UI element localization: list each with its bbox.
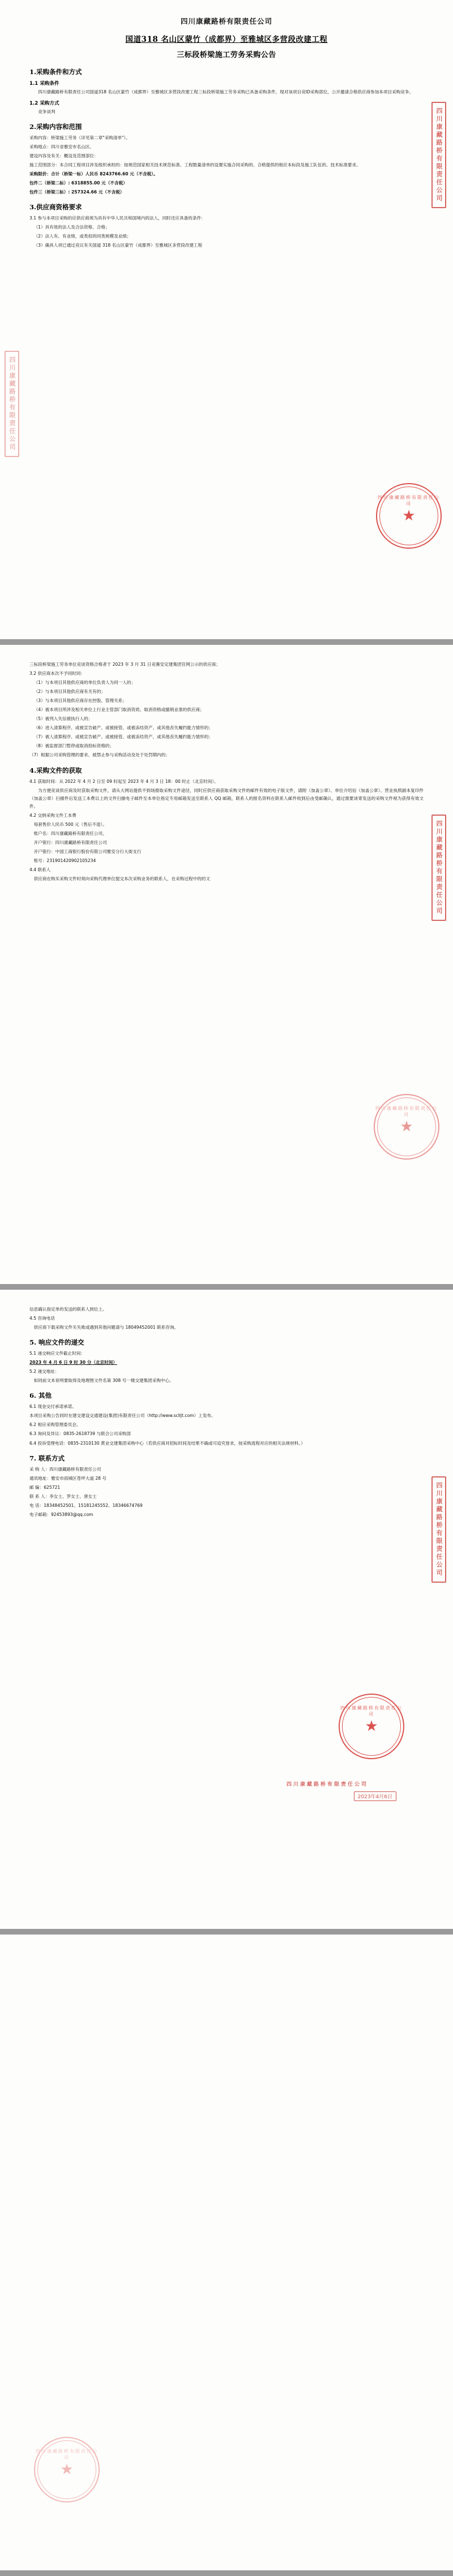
company-name: 四川康藏路桥有限责任公司 [180, 17, 272, 25]
section-heading-1: 1.采购条件和方式 [29, 67, 82, 76]
para-4b-1: 信息确认指定单的发送的联系人到位上。 [29, 1307, 107, 1312]
contact-value-2: 625721 [44, 1484, 61, 1490]
para-3-tail-8: （7）被人清算程序、或被宣告破产、或被接管、或被冻结资产、或其他丧失履约能力情形的； [33, 734, 213, 740]
para-4b-2: 4.5 咨询电话 [29, 1316, 55, 1321]
contact-row-5 [29, 1511, 424, 1519]
para-4-4: 每套售价人民币 500 元（售后不退）。 [33, 821, 108, 827]
contact-row-1 [29, 1475, 424, 1483]
contact-row-0 [29, 1466, 424, 1474]
date-stamp: 2023年4月6日 [354, 1791, 396, 1801]
para-3-tail-7: （6）进入清算程序、或被宣告破产、或被接管、或被冻结资产、或其他丧失履约能力情形的； [33, 725, 213, 731]
para-5-3: 5.2 递交地址： [29, 1369, 59, 1375]
para-6-4: 6.3 询问及异议：0835-2618739 与联合公司采购部 [29, 1431, 131, 1437]
para-6-5: 6.4 投诉受理电话：0835-2310130 黄业交建集团采购中心（若供应商对招标时间及结果不确或可追究登求，按采购流程对应的相关法规材料。） [29, 1440, 305, 1446]
para-4-3: 4.2 交纳采购文件工本费 [29, 812, 76, 818]
para-3-1: 3.1 参与本项目采购的应供应商须为具有中华人民共和国境内的法人，同时还应具备的条件： [29, 216, 206, 221]
para-1-2-1: 竞争谈判 [38, 109, 55, 114]
contact-value-4: 18348452501、15181245552、18346674769 [44, 1502, 143, 1508]
contact-row-2 [29, 1484, 424, 1492]
side-stamp-left: 四川康藏路桥有限责任公司 [5, 351, 19, 457]
section-heading-5: 5. 响应文件的递交 [29, 1338, 84, 1347]
contact-label-3: 联 系 人： [29, 1493, 50, 1499]
side-stamp-right-p3: 四川康藏路桥有限责任公司 [431, 1476, 446, 1583]
section-heading-2: 2.采购内容和范围 [29, 122, 82, 131]
para-2-5-price: 采购限价：合计（桥梁一标）人民币 8243766.60 元（不含税）。 [29, 171, 158, 176]
para-3-tail-10: （7）根据公司采购管理的要求、被禁止参与采购活动及处于处罚期内的； [29, 752, 170, 758]
para-2-3: 建设内容及有关：概设及范围部位： [29, 153, 99, 158]
page-1 [0, 0, 453, 639]
para-3-tail-1: 3.2 供应商本次不予同时同： [29, 671, 86, 677]
subsection-heading-1-1: 1.1 采购条件 [29, 80, 59, 87]
company-round-seal-p2: 四川康藏路桥有限责任公司 ★ [374, 1094, 439, 1160]
para-2-7-lot3: 包件三（桥梁三标）: 257324.66 元（不含税） [29, 189, 125, 195]
para-3-2: （1）具有效的法人及合法资格、合格； [33, 225, 110, 230]
seal-text: 四川康藏路桥有限责任公司 [378, 494, 440, 506]
para-6-3: 6.2 相应采购管理委员会。 [29, 1422, 81, 1428]
contact-value-0: 四川康藏路桥有限责任公司 [49, 1466, 101, 1472]
para-4-5: 账户名：四川康藏路桥有限责任公司。 [33, 830, 107, 836]
para-4-1: 4.1 获取时间：从 2022 年 4 月 2 日至 09 时起至 2023 年 4 月 3 日 18：00 时止（北京时间）。 [29, 778, 219, 784]
para-3-tail-9: （8）被监督部门暂停或取消投标资格的； [33, 743, 114, 749]
subsection-heading-1-2: 1.2 采购方式 [29, 100, 59, 106]
document-title-line2: 三标段桥梁施工劳务采购公告 [177, 50, 276, 59]
document-title-line1: 国道318 名山区蒙竹（成都界）至雅城区多营段改建工程 [125, 35, 328, 44]
para-3-tail-4: （3）与本项目其他供应商存在控股、管理关系； [33, 698, 127, 704]
para-3-3: （2）法人有、有业绩，或类似的同类规模及业绩； [33, 234, 131, 239]
bottom-stamp-text: 四川康藏路桥有限责任公司 [286, 1782, 368, 1787]
side-stamp-right: 四川康藏路桥有限责任公司 [431, 102, 446, 208]
para-3-tail-0: 三标段桥梁施工劳务单位竞谈资格合格者于 2023 年 3 月 31 日竞赛安定建集团官网公示的供应商； [29, 662, 220, 667]
para-1-1-1: 四川康藏路桥有限责任公司国道318 名山区蒙竹（成都界）至雅城区多营段改建工程三标段桥梁施工劳务采购已具备采购条件，现对该项目竞ID采购部位，公开邀请合格供应商参加本项目采购竞争。 [38, 89, 414, 94]
para-3-tail-3: （2）与本项目其他供应商有关有的； [33, 689, 105, 695]
para-2-1: 采购内容：桥梁施工劳务（详见第二章"采购清单"）。 [29, 135, 130, 140]
section-heading-4: 4.采购文件的获取 [29, 766, 82, 774]
para-4-9: 4.4 联系人 [29, 867, 51, 872]
contact-label-5: 电子邮箱： [29, 1511, 51, 1517]
para-2-6-lot2: 包件二（桥梁二标）: 6318855.00 元（不含税） [29, 180, 127, 186]
company-round-seal-p3: 四川康藏路桥有限责任公司 ★ [339, 1694, 404, 1759]
contact-value-5: 92453893@qq.com [50, 1511, 93, 1517]
para-5-1: 5.1 递交响应文件截止时间： [29, 1351, 86, 1356]
para-4-8: 账号：231901420902105234 [33, 858, 96, 863]
para-4-7: 开户银行：中国工商银行股份有限公司雅安分行大街支行 [33, 848, 142, 854]
page-4 [0, 1935, 453, 2570]
para-3-tail-5: （4）被本项目所涉及相关单位上行业主管部门取消资质、取消资格或撤销业准的供应商； [33, 707, 204, 713]
para-4-2: 为方便竞谈供应商及时获取采购文件，请从大网站提供不到场报取采购文件途径，同时应供应商获取采购文件的邮件有效的电子版文件，请附（加盖公章）、单位介绍信（加盖公章）、营业执照副本复印件（加盖公章）扫描件后发送工本费以上的文件扫描电子邮件至本单位指定专用邮箱发送至联系人 QQ 邮箱，联系人的报名资料在联系人邮件收到后由受邮确认，通过需要谈寄发送的采购文件视为获得有效文件。 [29, 787, 424, 809]
section-heading-6: 6. 其他 [29, 1392, 52, 1400]
side-stamp-right-p2: 四川康藏路桥有限责任公司 [431, 815, 446, 921]
contact-value-3: 李女士、罗女士、唐女士 [49, 1493, 97, 1499]
company-round-seal-p4: 四川康藏路桥有限责任公司 ★ [34, 2437, 100, 2502]
contact-label-2: 邮 编： [29, 1484, 44, 1490]
para-6-2: 本项目采购公告同时在建交建设交通建设(集团)有限责任公司（http://www.sclljt.com）上发布。 [29, 1413, 216, 1419]
contact-value-1: 雅安市雨城区苍坪大道 28 号 [50, 1475, 106, 1481]
contact-label-4: 电 话： [29, 1502, 44, 1508]
seal-text-p4: 四川康藏路桥有限责任公司 [36, 2448, 98, 2460]
para-3-4: （3）确具人项已通过竞议有关国道 318 名山区蒙竹（成都界）至雅城区多营段改建工程 [33, 243, 203, 248]
page-3 [0, 1290, 453, 1929]
para-5-2-deadline: 2023 年 4 月 6 日 9 时 30 分（北京时间） [29, 1360, 117, 1365]
para-4b-3: 供应商下载采购文件关失败或遇到其他问题请与 18049452001 联系咨询。 [33, 1325, 179, 1330]
contact-label-1: 通讯地址： [29, 1475, 51, 1481]
para-3-tail-2: （1）与本项目其他供应商的单位负责人为同一人的； [33, 680, 136, 686]
contact-label-0: 采 购 人： [29, 1466, 50, 1472]
contact-row-3 [29, 1493, 424, 1501]
contact-row-4 [29, 1502, 424, 1510]
page-2 [0, 645, 453, 1284]
company-round-seal: 四川康藏路桥有限责任公司 ★ [376, 483, 442, 549]
para-2-2: 采购地点：四川省雅安市名山区。 [29, 144, 94, 149]
section-heading-7: 7. 联系方式 [29, 1454, 65, 1462]
para-2-4: 施工范围部分：本合同工程项目涉及组织承担的：按规范国家相关技术规范标准、工程数量清单的设置实施合同采购的、合格提供的相应本标段及施工队伍的、技术标准要求。 [29, 162, 361, 167]
para-4-6: 开户银行：四川康藏路桥有限责任公司 [33, 839, 107, 845]
para-5-4: 如同前文本说明要取得及地理图文件名第 308 号一楼交建集团采购中心。 [33, 1378, 174, 1384]
para-4-10: 供应商在购买采购文件时须向采购代理单位提交本次采购业务的联系人，在采购过程中的的文 [33, 876, 210, 882]
seal-text-p2: 四川康藏路桥有限责任公司 [375, 1105, 438, 1117]
para-3-tail-6: （5）被列入失信被执行人的； [33, 716, 93, 722]
para-6-1: 6.1 现金交付承诺承诺。 [29, 1404, 76, 1410]
section-heading-3: 3.供应商资格要求 [29, 203, 82, 212]
seal-text-p3: 四川康藏路桥有限责任公司 [340, 1705, 403, 1717]
